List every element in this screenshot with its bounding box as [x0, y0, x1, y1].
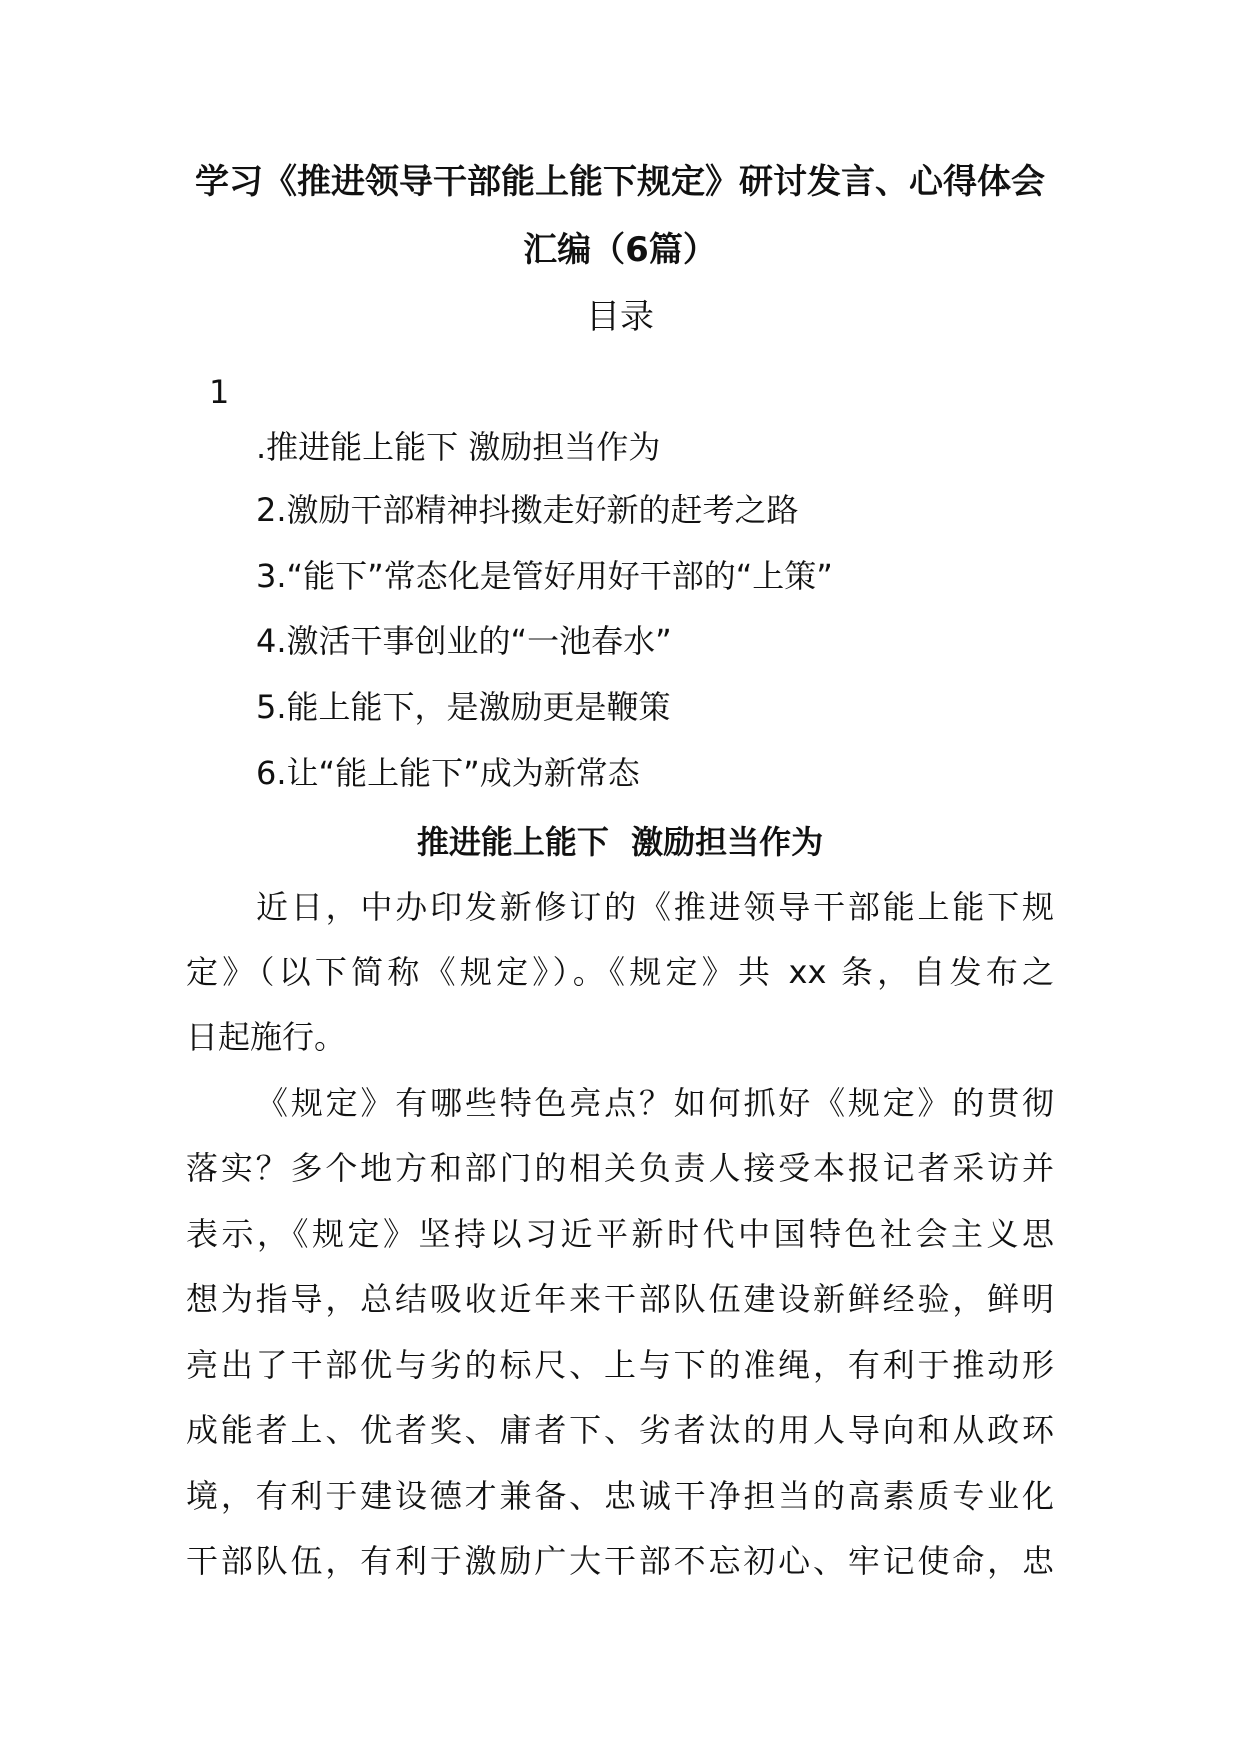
body-line: 日起施行。 — [186, 1018, 347, 1056]
toc-item: 3.“能下”常态化是管好用好干部的“上策” — [256, 557, 833, 595]
body-line: 干部队伍，有利于激励广大干部不忘初心、牢记使命，忠 — [186, 1542, 1054, 1580]
toc-item: 4.激活干事创业的“一池春水” — [256, 622, 672, 660]
body-line: 想为指导，总结吸收近年来干部队伍建设新鲜经验，鲜明 — [186, 1280, 1054, 1318]
body-line: 《规定》有哪些特色亮点？如何抓好《规定》的贯彻 — [256, 1084, 1054, 1122]
section-title: 推进能上能下 激励担当作为 — [416, 823, 824, 861]
toc-item: 6.让“能上能下”成为新常态 — [256, 754, 640, 792]
toc-item: .推进能上能下 激励担当作为 — [256, 428, 661, 466]
body-line: 境，有利于建设德才兼备、忠诚干净担当的高素质专业化 — [186, 1477, 1054, 1515]
body-line: 亮出了干部优与劣的标尺、上与下的准绳，有利于推动形 — [186, 1346, 1054, 1384]
body-line: 定》（以下简称《规定》）。《规定》共 xx 条，自发布之 — [186, 953, 1054, 991]
body-line: 近日，中办印发新修订的《推进领导干部能上能下规 — [256, 888, 1054, 926]
toc-item: 5.能上能下，是激励更是鞭策 — [256, 688, 671, 726]
body-line: 成能者上、优者奖、庸者下、劣者汰的用人导向和从政环 — [186, 1411, 1054, 1449]
document-title-line1: 学习《推进领导干部能上能下规定》研讨发言、心得体会 — [195, 162, 1045, 202]
body-line: 表示，《规定》坚持以习近平新时代中国特色社会主义思 — [186, 1215, 1054, 1253]
body-line: 落实？多个地方和部门的相关负责人接受本报记者采访并 — [186, 1149, 1054, 1187]
document-title-line2: 汇编（6篇） — [523, 230, 717, 270]
toc-number: 1 — [209, 373, 230, 411]
toc-heading: 目录 — [586, 297, 654, 337]
toc-item: 2.激励干部精神抖擞走好新的赶考之路 — [256, 491, 799, 529]
